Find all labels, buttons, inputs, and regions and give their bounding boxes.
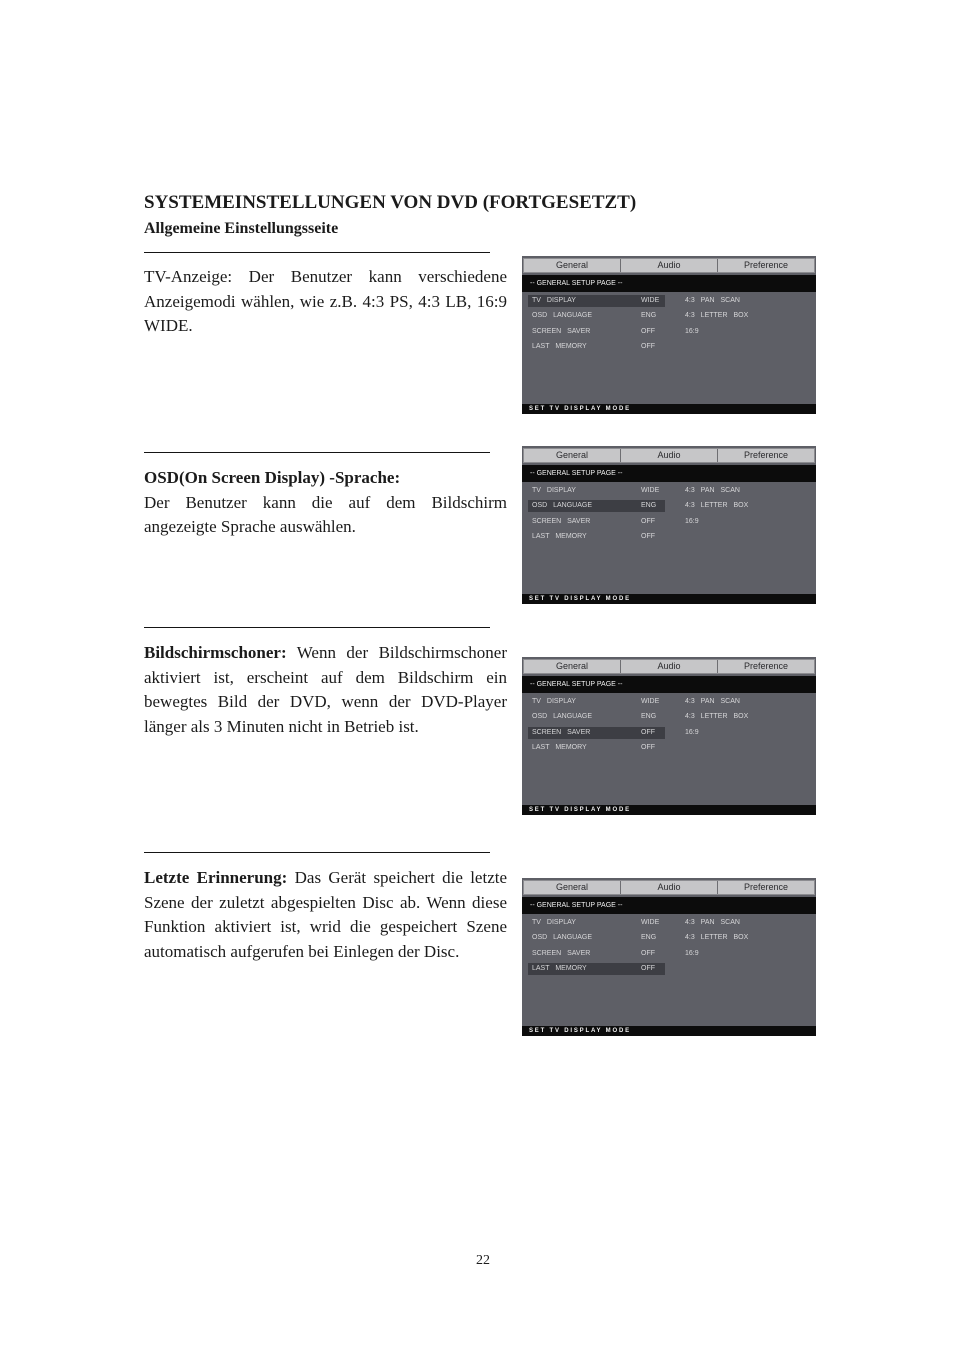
menu-row-option: 4:3 PAN SCAN [685, 698, 740, 705]
menu-row-value: OFF [641, 533, 655, 540]
menu-row-value: OFF [641, 729, 655, 736]
menu-row-label: LAST MEMORY [532, 343, 587, 350]
menu-status-footer: SET TV DISPLAY MODE [522, 404, 816, 414]
section-body: TV-Anzeige: Der Benutzer kann verschiedene Anzeigemodi wählen, wie z.B. 4:3 PS, 4:3 LB, 16:9 WIDE. [144, 267, 507, 336]
menu-row-label: LAST MEMORY [532, 965, 587, 972]
section-body: Das Gerät speichert die letzte Szene der zuletzt abgespielten Disc ab. Wenn diese Funktion aktiviert ist, wrid die gespeichert Szene automatisch aufgerufen bei Einlegen der Disc. [144, 868, 508, 961]
menu-row-option: 4:3 PAN SCAN [685, 919, 740, 926]
menu-page-header: -- GENERAL SETUP PAGE -- [522, 275, 816, 292]
section-lead: Letzte Erinnerung: [144, 868, 288, 887]
section-lead: Bildschirmschoner: [144, 643, 287, 662]
menu-row-label: TV DISPLAY [532, 698, 576, 705]
menu-row-value: OFF [641, 965, 655, 972]
menu-page-header: -- GENERAL SETUP PAGE -- [522, 676, 816, 693]
menu-row-label: LAST MEMORY [532, 744, 587, 751]
menu-status-footer: SET TV DISPLAY MODE [522, 805, 816, 815]
menu-tab-general: General [555, 260, 589, 270]
menu-row-label: OSD LANGUAGE [532, 312, 593, 319]
section-divider [144, 852, 490, 853]
setup-menu-screenshot-last-memory [522, 878, 816, 1036]
page-title: SYSTEMEINSTELLUNGEN VON DVD (FORTGESETZT) [144, 192, 637, 213]
menu-tab-preference: Preference [717, 259, 814, 272]
menu-row-option: 4:3 LETTER BOX [685, 934, 749, 941]
menu-row-last-memory [528, 531, 665, 543]
menu-row-screen-saver [528, 326, 699, 338]
menu-row-value: WIDE [641, 487, 660, 494]
menu-row-option: 16:9 [685, 950, 699, 957]
menu-row-option: 4:3 LETTER BOX [685, 713, 749, 720]
menu-row-tv-display [528, 485, 740, 497]
section-body: Wenn der Bildschirmschoner aktiviert ist, erscheint auf dem Bildschirm ein bewegtes Bild der DVD, wenn der DVD-Player länger als 3 Minuten nicht in Betrieb ist. [144, 643, 507, 736]
menu-row-value: ENG [641, 934, 657, 941]
tv-display-section-text [144, 265, 507, 339]
menu-row-value: OFF [641, 328, 655, 335]
menu-row-last-memory [528, 341, 665, 353]
menu-row-last-memory [528, 963, 665, 975]
menu-tab-preference: Preference [717, 449, 814, 462]
menu-row-value: ENG [641, 312, 657, 319]
page-number: 22 [476, 1253, 490, 1268]
menu-row-label: SCREEN SAVER [532, 729, 591, 736]
menu-row-tv-display [528, 696, 740, 708]
menu-page-header: -- GENERAL SETUP PAGE -- [522, 465, 816, 482]
menu-row-screen-saver [528, 727, 699, 739]
section-divider [144, 452, 490, 453]
menu-row-osd-language [528, 711, 749, 723]
menu-tab-audio: Audio [620, 259, 717, 272]
menu-row-tv-display [528, 295, 740, 307]
setup-menu-screenshot-osd-language [522, 446, 816, 604]
menu-row-option: 4:3 PAN SCAN [685, 297, 740, 304]
menu-row-label: OSD LANGUAGE [532, 713, 593, 720]
menu-row-label: SCREEN SAVER [532, 328, 591, 335]
menu-row-option: 16:9 [685, 518, 699, 525]
menu-row-osd-language [528, 310, 749, 322]
menu-page-header: -- GENERAL SETUP PAGE -- [522, 897, 816, 914]
menu-row-label: TV DISPLAY [532, 297, 576, 304]
menu-tab-bar [523, 258, 815, 273]
menu-row-label: SCREEN SAVER [532, 950, 591, 957]
menu-row-value: ENG [641, 713, 657, 720]
section-heading: OSD(On Screen Display) -Sprache: [144, 468, 401, 487]
menu-tab-audio: Audio [620, 881, 717, 894]
last-memory-section-text [144, 866, 507, 964]
menu-tab-audio: Audio [620, 660, 717, 673]
menu-status-footer: SET TV DISPLAY MODE [522, 594, 816, 604]
menu-tab-bar [523, 659, 815, 674]
menu-row-label: TV DISPLAY [532, 919, 576, 926]
section-divider [144, 252, 490, 253]
menu-row-option: 16:9 [685, 729, 699, 736]
menu-tab-bar [523, 448, 815, 463]
menu-row-osd-language [528, 500, 749, 512]
menu-row-osd-language [528, 932, 749, 944]
menu-row-value: OFF [641, 343, 655, 350]
menu-row-last-memory [528, 742, 665, 754]
menu-tab-bar [523, 880, 815, 895]
menu-tab-general: General [555, 450, 589, 460]
section-divider [144, 627, 490, 628]
menu-row-option: 16:9 [685, 328, 699, 335]
menu-row-value: OFF [641, 518, 655, 525]
menu-row-value: ENG [641, 502, 657, 509]
menu-row-screen-saver [528, 948, 699, 960]
setup-menu-screenshot-tv-display [522, 256, 816, 414]
section-body: Der Benutzer kann die auf dem Bildschirm angezeigte Sprache auswählen. [144, 492, 507, 537]
menu-tab-general: General [555, 882, 589, 892]
menu-row-label: LAST MEMORY [532, 533, 587, 540]
menu-row-option: 4:3 LETTER BOX [685, 312, 749, 319]
menu-row-value: WIDE [641, 919, 660, 926]
menu-row-label: OSD LANGUAGE [532, 934, 593, 941]
menu-status-footer: SET TV DISPLAY MODE [522, 1026, 816, 1036]
menu-row-value: OFF [641, 744, 655, 751]
menu-row-value: WIDE [641, 698, 660, 705]
menu-row-tv-display [528, 917, 740, 929]
menu-row-value: OFF [641, 950, 655, 957]
menu-row-value: WIDE [641, 297, 660, 304]
osd-language-section-text [144, 466, 507, 540]
menu-tab-general: General [555, 661, 589, 671]
menu-tab-preference: Preference [717, 881, 814, 894]
page-subtitle: Allgemeine Einstellungsseite [144, 220, 339, 237]
menu-row-label: SCREEN SAVER [532, 518, 591, 525]
menu-row-label: TV DISPLAY [532, 487, 576, 494]
menu-tab-preference: Preference [717, 660, 814, 673]
setup-menu-screenshot-screen-saver [522, 657, 816, 815]
menu-row-label: OSD LANGUAGE [532, 502, 593, 509]
menu-row-screen-saver [528, 516, 699, 528]
screen-saver-section-text [144, 641, 507, 739]
menu-row-option: 4:3 LETTER BOX [685, 502, 749, 509]
menu-tab-audio: Audio [620, 449, 717, 462]
menu-row-option: 4:3 PAN SCAN [685, 487, 740, 494]
